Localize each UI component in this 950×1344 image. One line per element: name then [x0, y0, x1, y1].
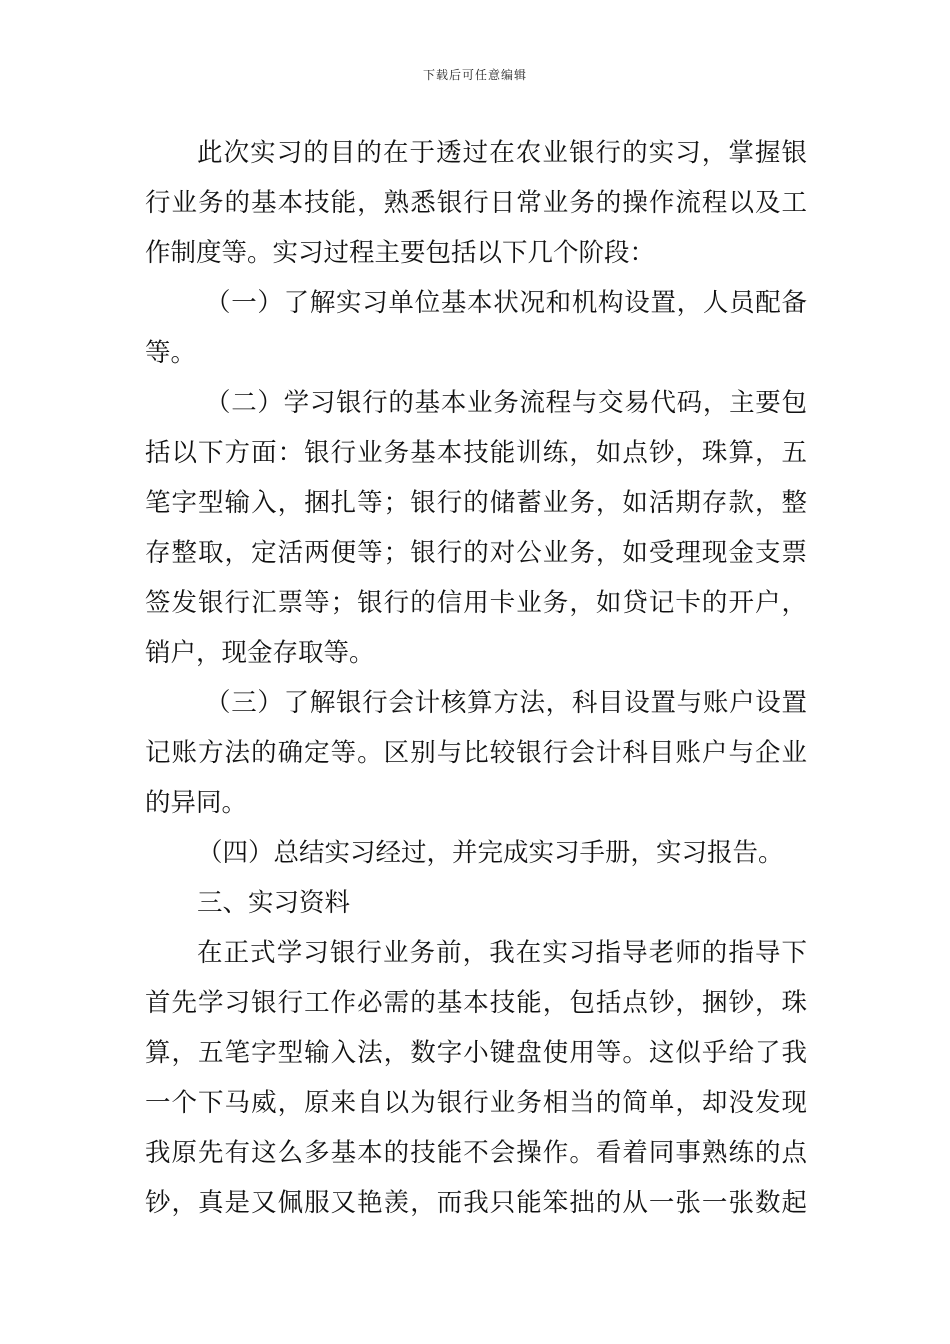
text-line: 销户，现金存取等。	[145, 638, 375, 668]
text-line: 一个下马威，原来自以为银行业务相当的简单，却没发现	[145, 1088, 807, 1118]
text-line: 记账方法的确定等。区别与比较银行会计科目账户与企业	[145, 738, 807, 768]
text-line: 存整取，定活两便等；银行的对公业务，如受理现金支票	[145, 538, 807, 568]
text-line: 我原先有这么多基本的技能不会操作。看着同事熟练的点	[145, 1138, 807, 1168]
text-line: 钞，真是又佩服又艳羡，而我只能笨拙的从一张一张数起	[145, 1188, 807, 1218]
section-heading: 三、实习资料	[197, 888, 351, 918]
text-line: 算，五笔字型输入法，数字小键盘使用等。这似乎给了我	[145, 1038, 807, 1068]
text-line: 首先学习银行工作必需的基本技能，包括点钞，捆钞，珠	[145, 988, 807, 1018]
page-header-note: 下载后可任意编辑	[422, 68, 527, 82]
text-line: 此次实习的目的在于透过在农业银行的实习，掌握银	[197, 138, 807, 168]
text-line: 的异同。	[145, 788, 248, 818]
text-line: （三）了解银行会计核算方法，科目设置与账户设置	[205, 688, 807, 718]
document-body	[145, 128, 807, 1228]
text-line: 等。	[145, 338, 197, 368]
text-line: 行业务的基本技能，熟悉银行日常业务的操作流程以及工	[145, 188, 807, 218]
text-line: 括以下方面：银行业务基本技能训练，如点钞，珠算，五	[145, 438, 807, 468]
text-line: （二）学习银行的基本业务流程与交易代码，主要包	[205, 388, 807, 418]
text-line: 笔字型输入，捆扎等；银行的储蓄业务，如活期存款，整	[145, 488, 807, 518]
text-line: 在正式学习银行业务前，我在实习指导老师的指导下	[197, 938, 807, 968]
text-line: 签发银行汇票等；银行的信用卡业务，如贷记卡的开户，	[145, 588, 807, 618]
text-line: （四）总结实习经过，并完成实习手册，实习报告。	[197, 838, 784, 868]
text-line: 作制度等。实习过程主要包括以下几个阶段：	[145, 238, 656, 268]
text-line: （一）了解实习单位基本状况和机构设置，人员配备	[205, 288, 807, 318]
